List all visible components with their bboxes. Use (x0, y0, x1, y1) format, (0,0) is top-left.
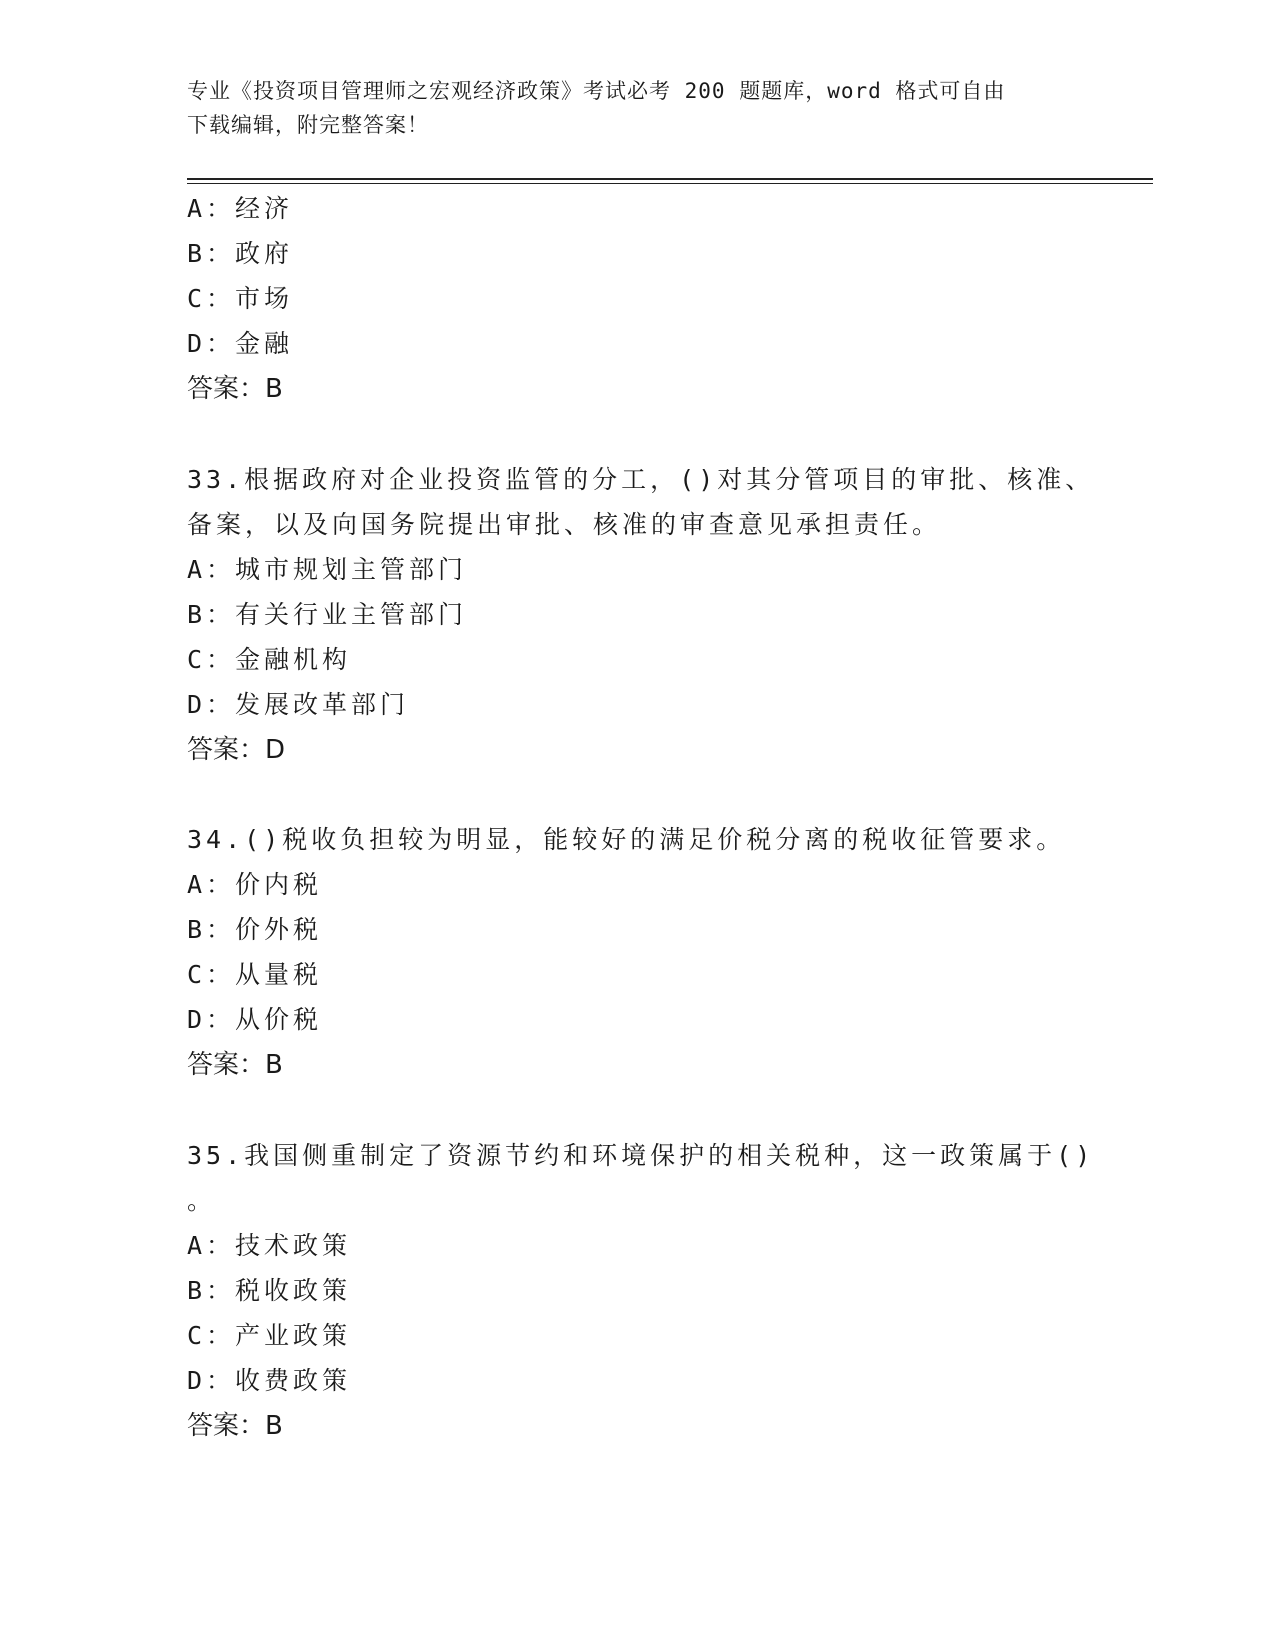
q32-option-a: A：经济 (187, 194, 294, 223)
q34-stem-line-1: 34.()税收负担较为明显，能较好的满足价税分离的税收征管要求。 (187, 825, 1066, 854)
q35-option-d: D：收费政策 (187, 1366, 352, 1395)
q32-answer: 答案：B (187, 374, 283, 404)
q32-option-c: C：市场 (187, 284, 294, 313)
q34-option-c: C：从量税 (187, 960, 323, 989)
document-header (187, 74, 1087, 142)
q34-option-d: D：从价税 (187, 1005, 323, 1034)
q34-option-a: A：价内税 (187, 870, 323, 899)
header-divider-thick (187, 178, 1153, 180)
q35-answer: 答案：B (187, 1411, 283, 1441)
q33-option-b: B：有关行业主管部门 (187, 600, 468, 629)
q33-option-c: C：金融机构 (187, 645, 352, 674)
q35-stem-line-1: 35.我国侧重制定了资源节约和环境保护的相关税种，这一政策属于() (187, 1141, 1095, 1170)
q35-option-a: A：技术政策 (187, 1231, 352, 1260)
q32-option-b: B：政府 (187, 239, 294, 268)
header-line-1: 专业《投资项目管理师之宏观经济政策》考试必考 200 题题库，word 格式可自由 (187, 79, 1006, 103)
header-divider-thin (187, 183, 1153, 184)
q35-stem-line-2: 。 (187, 1186, 217, 1215)
q32-option-d: D：金融 (187, 329, 294, 358)
q35-option-c: C：产业政策 (187, 1321, 352, 1350)
q35-option-b: B：税收政策 (187, 1276, 352, 1305)
q33-answer: 答案：D (187, 735, 286, 765)
q33-option-a: A：城市规划主管部门 (187, 555, 468, 584)
q33-stem-line-1: 33.根据政府对企业投资监管的分工，()对其分管项目的审批、核准、 (187, 465, 1095, 494)
q34-option-b: B：价外税 (187, 915, 323, 944)
q33-option-d: D：发展改革部门 (187, 690, 410, 719)
header-line-2: 下载编辑，附完整答案！ (187, 113, 429, 137)
q33-stem-line-2: 备案，以及向国务院提出审批、核准的审查意见承担责任。 (187, 510, 942, 539)
q34-answer: 答案：B (187, 1050, 283, 1080)
